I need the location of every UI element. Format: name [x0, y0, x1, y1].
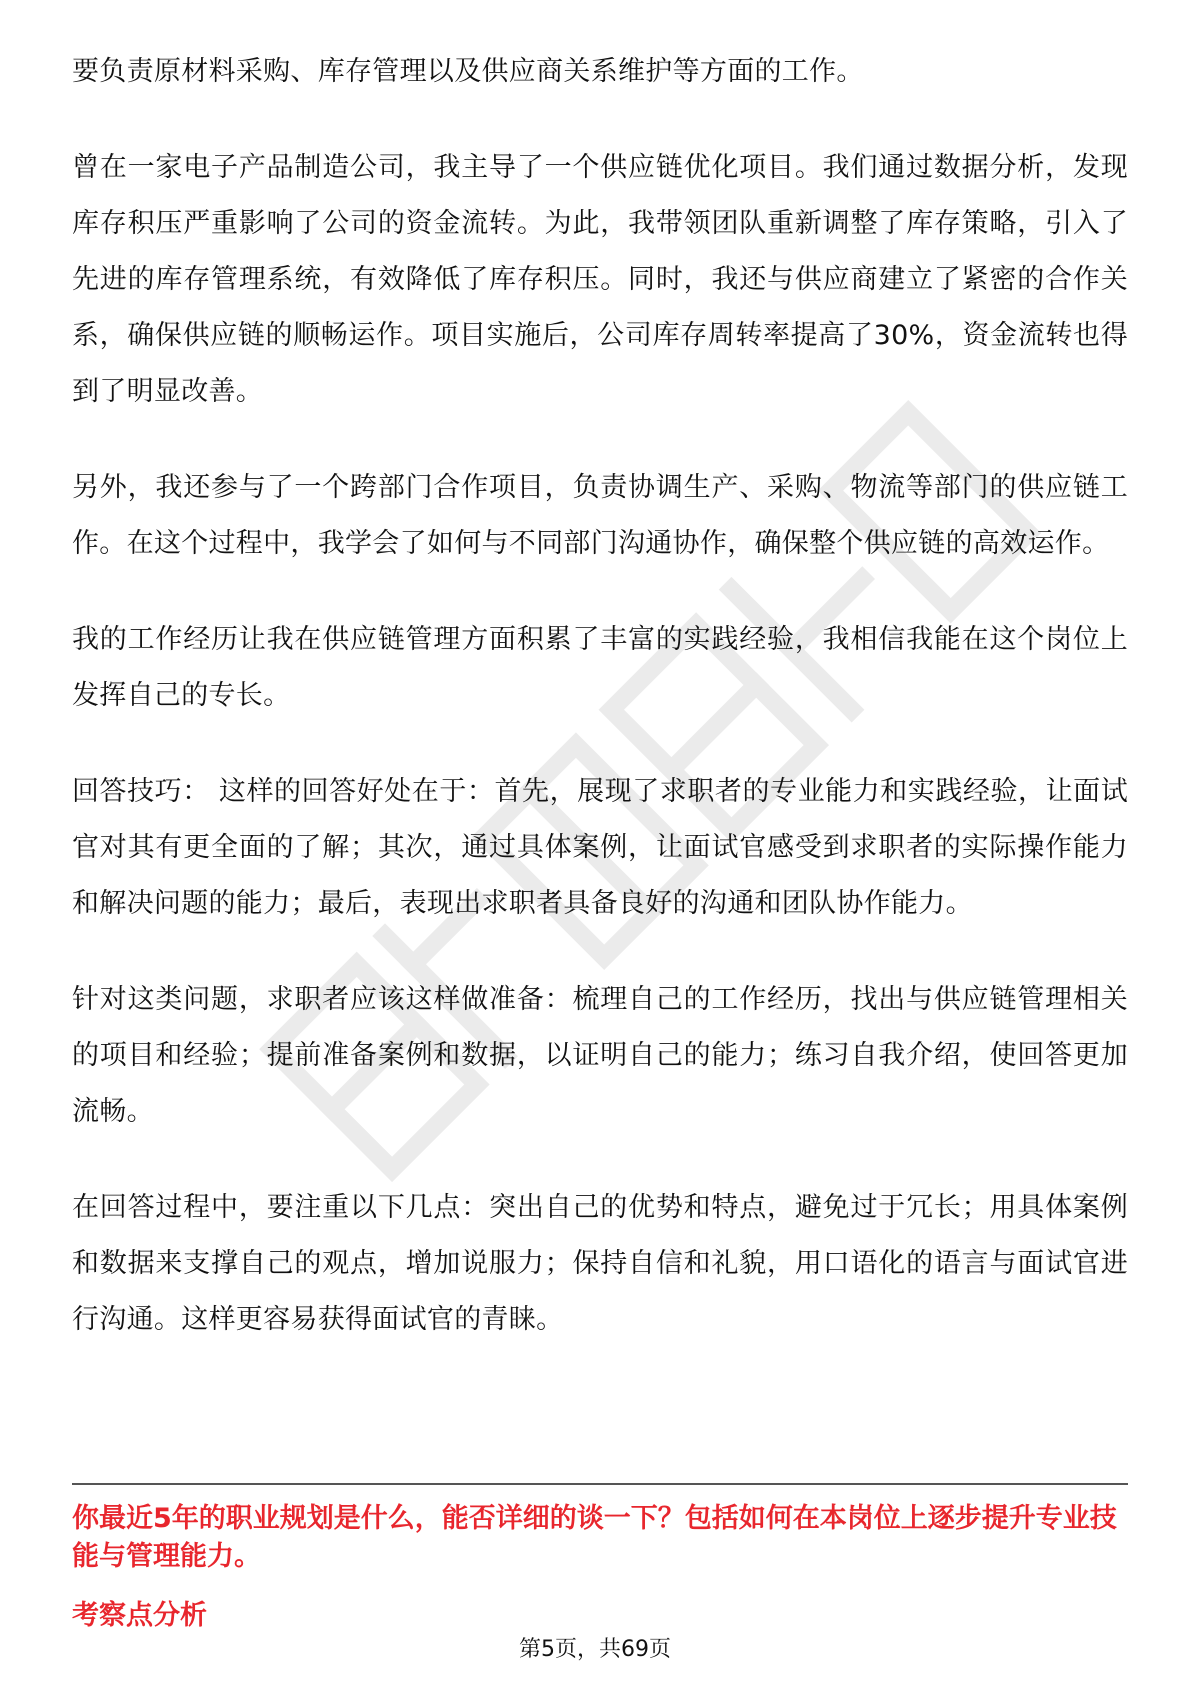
- paragraph-role-summary: 要负责原材料采购、库存管理以及供应商关系维护等方面的工作。: [72, 56, 864, 87]
- paragraph-cross-department-project: 另外，我还参与了一个跨部门合作项目，负责协调生产、采购、物流等部门的供应链工作。在这个过程中，我学会了如何与不同部门沟通协作，确保整个供应链的高效运作。: [72, 472, 1128, 559]
- paragraph-answer-tips: 回答技巧： 这样的回答好处在于：首先，展现了求职者的专业能力和实践经验，让面试官对其有更全面的了解；其次，通过具体案例，让面试官感受到求职者的实际操作能力和解决问题的能力；最后，表现出求职者具备良好的沟通和团队协作能力。: [72, 776, 1128, 919]
- document-body: [72, 44, 1128, 1388]
- interview-question: 你最近5年的职业规划是什么，能否详细的谈一下？包括如何在本岗位上逐步提升专业技能与管理能力。: [72, 1503, 1117, 1572]
- section-divider: [72, 1483, 1128, 1485]
- page-number-footer: 第5页，共69页: [519, 1637, 671, 1662]
- section-title: 考察点分析: [72, 1600, 207, 1631]
- paragraph-experience-summary: 我的工作经历让我在供应链管理方面积累了丰富的实践经验，我相信我能在这个岗位上发挥自己的专长。: [72, 624, 1128, 711]
- paragraph-supply-chain-project: 曾在一家电子产品制造公司，我主导了一个供应链优化项目。我们通过数据分析，发现库存积压严重影响了公司的资金流转。为此，我带领团队重新调整了库存策略，引入了先进的库存管理系统，有效降低了库存积压。同时，我还与供应商建立了紧密的合作关系，确保供应链的顺畅运作。项目实施后，公司库存周转率提高了30%，资金流转也得到了明显改善。: [72, 152, 1128, 407]
- paragraph-preparation: 针对这类问题，求职者应该这样做准备：梳理自己的工作经历，找出与供应链管理相关的项目和经验；提前准备案例和数据，以证明自己的能力；练习自我介绍，使回答更加流畅。: [72, 984, 1128, 1127]
- paragraph-answer-notes: 在回答过程中，要注重以下几点：突出自己的优势和特点，避免过于冗长；用具体案例和数据来支撑自己的观点，增加说服力；保持自信和礼貌，用口语化的语言与面试官进行沟通。这样更容易获得面试官的青睐。: [72, 1192, 1128, 1335]
